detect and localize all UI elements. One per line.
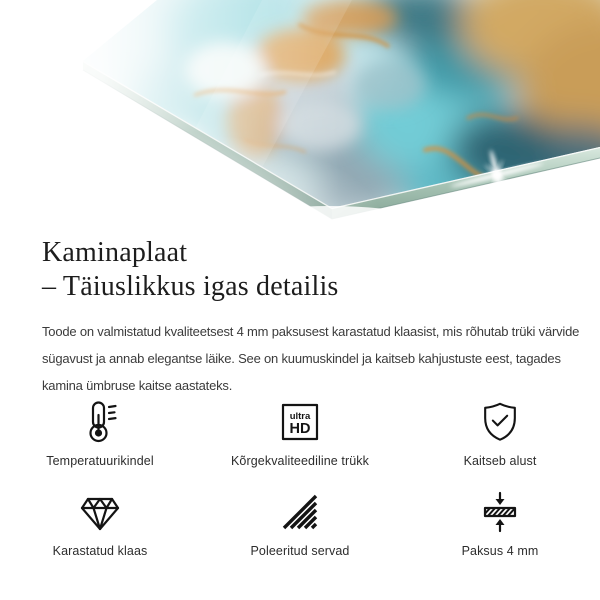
page-title [42,236,582,304]
ultra-hd-icon-text-bottom: HD [289,421,311,437]
description-line: sügavust ja annab elegantse läike. See on kuumuskindel ja kaitseb kahjustuste eest, tagades [42,351,561,366]
title-line-1: Kaminaplaat [42,237,188,268]
ultra-hd-icon [278,400,322,444]
feature-polished-edges [200,490,400,558]
feature-thickness-4mm [400,490,600,558]
thermometer-icon [80,400,120,444]
feature-label: Paksus 4 mm [461,544,539,558]
polished-edges-icon [278,490,322,534]
glass-panel-illustration [0,0,600,232]
ultra-hd-icon-text-top: ultra [289,411,311,422]
feature-protects-base [400,400,600,468]
description-line: Toode on valmistatud kvaliteetsest 4 mm paksusest karastatud klaasist, mis rõhutab trüki värvide [42,324,580,339]
description-line: kamina ümbruse kaitse aastateks. [42,378,233,393]
feature-label: Kõrgekvaliteediline trükk [231,454,369,468]
features-grid [0,400,600,558]
product-photo [0,0,600,232]
feature-label: Poleeritud servad [250,544,350,558]
product-copy [42,232,582,399]
feature-label: Karastatud klaas [52,544,148,558]
feature-ultra-hd-print [200,400,400,468]
diamond-icon [78,490,122,534]
thickness-icon [480,490,520,534]
product-description [42,318,582,399]
feature-tempered-glass [0,490,200,558]
shield-check-icon [478,400,522,444]
feature-label: Temperatuurikindel [46,454,154,468]
feature-label: Kaitseb alust [463,454,537,468]
feature-temperature-resistant [0,400,200,468]
title-line-2: – Täiuslikkus igas detailis [42,271,339,302]
